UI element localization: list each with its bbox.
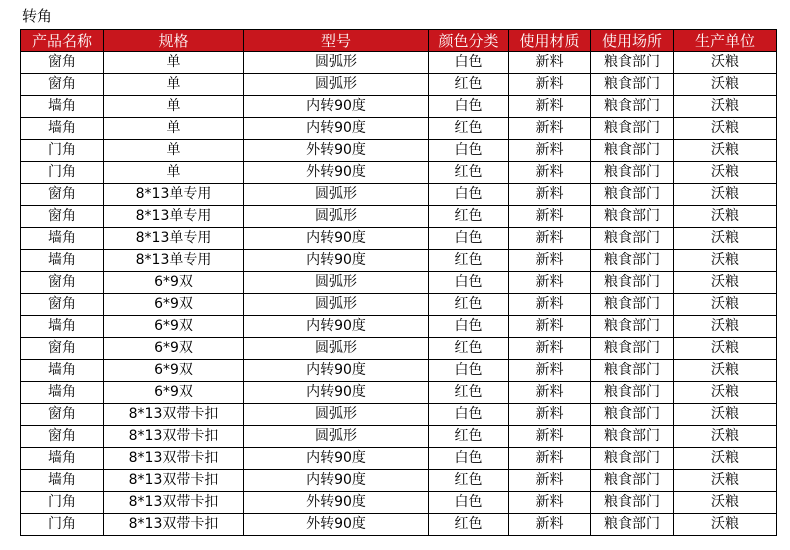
cell-spec: 8*13单专用 xyxy=(104,228,244,250)
product-table xyxy=(20,29,777,536)
cell-place: 粮食部门 xyxy=(591,426,674,448)
cell-spec: 单 xyxy=(104,74,244,96)
cell-color: 白色 xyxy=(429,96,509,118)
cell-product-name: 窗角 xyxy=(21,426,104,448)
cell-spec: 8*13单专用 xyxy=(104,206,244,228)
cell-model: 圆弧形 xyxy=(244,206,429,228)
cell-material: 新料 xyxy=(509,514,591,536)
cell-producer: 沃粮 xyxy=(674,360,777,382)
table-row xyxy=(21,514,777,536)
cell-producer: 沃粮 xyxy=(674,74,777,96)
table-row xyxy=(21,382,777,404)
cell-place: 粮食部门 xyxy=(591,206,674,228)
cell-material: 新料 xyxy=(509,96,591,118)
header-cell-place: 使用场所 xyxy=(591,30,674,52)
cell-material: 新料 xyxy=(509,404,591,426)
table-row xyxy=(21,360,777,382)
table-row xyxy=(21,338,777,360)
cell-place: 粮食部门 xyxy=(591,96,674,118)
table-row xyxy=(21,96,777,118)
cell-material: 新料 xyxy=(509,426,591,448)
cell-material: 新料 xyxy=(509,272,591,294)
cell-spec: 8*13双带卡扣 xyxy=(104,426,244,448)
cell-color: 红色 xyxy=(429,118,509,140)
cell-place: 粮食部门 xyxy=(591,140,674,162)
cell-model: 外转90度 xyxy=(244,140,429,162)
cell-color: 白色 xyxy=(429,140,509,162)
cell-product-name: 门角 xyxy=(21,140,104,162)
cell-product-name: 墙角 xyxy=(21,228,104,250)
cell-place: 粮食部门 xyxy=(591,118,674,140)
header-cell-product-name: 产品名称 xyxy=(21,30,104,52)
cell-producer: 沃粮 xyxy=(674,514,777,536)
cell-color: 白色 xyxy=(429,52,509,74)
header-cell-material: 使用材质 xyxy=(509,30,591,52)
cell-place: 粮食部门 xyxy=(591,360,674,382)
cell-material: 新料 xyxy=(509,118,591,140)
cell-material: 新料 xyxy=(509,250,591,272)
cell-spec: 6*9双 xyxy=(104,360,244,382)
cell-producer: 沃粮 xyxy=(674,118,777,140)
cell-product-name: 窗角 xyxy=(21,52,104,74)
cell-material: 新料 xyxy=(509,448,591,470)
cell-producer: 沃粮 xyxy=(674,206,777,228)
cell-product-name: 墙角 xyxy=(21,360,104,382)
cell-material: 新料 xyxy=(509,470,591,492)
cell-product-name: 门角 xyxy=(21,492,104,514)
cell-producer: 沃粮 xyxy=(674,492,777,514)
cell-spec: 单 xyxy=(104,52,244,74)
cell-model: 内转90度 xyxy=(244,96,429,118)
cell-material: 新料 xyxy=(509,74,591,96)
table-row xyxy=(21,140,777,162)
cell-color: 红色 xyxy=(429,250,509,272)
cell-product-name: 窗角 xyxy=(21,294,104,316)
cell-material: 新料 xyxy=(509,382,591,404)
cell-producer: 沃粮 xyxy=(674,294,777,316)
cell-product-name: 窗角 xyxy=(21,206,104,228)
cell-product-name: 门角 xyxy=(21,162,104,184)
cell-spec: 6*9双 xyxy=(104,272,244,294)
table-row xyxy=(21,184,777,206)
cell-place: 粮食部门 xyxy=(591,250,674,272)
header-cell-producer: 生产单位 xyxy=(674,30,777,52)
table-row xyxy=(21,162,777,184)
cell-product-name: 窗角 xyxy=(21,404,104,426)
cell-product-name: 墙角 xyxy=(21,470,104,492)
cell-producer: 沃粮 xyxy=(674,250,777,272)
cell-model: 内转90度 xyxy=(244,118,429,140)
cell-color: 红色 xyxy=(429,162,509,184)
cell-producer: 沃粮 xyxy=(674,272,777,294)
cell-material: 新料 xyxy=(509,228,591,250)
cell-model: 圆弧形 xyxy=(244,74,429,96)
cell-model: 外转90度 xyxy=(244,492,429,514)
cell-material: 新料 xyxy=(509,338,591,360)
cell-product-name: 墙角 xyxy=(21,96,104,118)
cell-model: 圆弧形 xyxy=(244,52,429,74)
cell-color: 白色 xyxy=(429,316,509,338)
cell-place: 粮食部门 xyxy=(591,338,674,360)
table-row xyxy=(21,228,777,250)
cell-place: 粮食部门 xyxy=(591,294,674,316)
cell-place: 粮食部门 xyxy=(591,162,674,184)
header-cell-color: 颜色分类 xyxy=(429,30,509,52)
cell-place: 粮食部门 xyxy=(591,316,674,338)
cell-material: 新料 xyxy=(509,316,591,338)
cell-spec: 8*13双带卡扣 xyxy=(104,492,244,514)
table-row xyxy=(21,316,777,338)
table-row xyxy=(21,470,777,492)
cell-spec: 6*9双 xyxy=(104,294,244,316)
cell-place: 粮食部门 xyxy=(591,404,674,426)
cell-model: 内转90度 xyxy=(244,228,429,250)
cell-producer: 沃粮 xyxy=(674,228,777,250)
cell-producer: 沃粮 xyxy=(674,162,777,184)
cell-place: 粮食部门 xyxy=(591,272,674,294)
cell-material: 新料 xyxy=(509,184,591,206)
cell-product-name: 窗角 xyxy=(21,184,104,206)
header-cell-model: 型号 xyxy=(244,30,429,52)
cell-spec: 8*13双带卡扣 xyxy=(104,448,244,470)
cell-model: 圆弧形 xyxy=(244,294,429,316)
cell-producer: 沃粮 xyxy=(674,448,777,470)
cell-spec: 8*13单专用 xyxy=(104,184,244,206)
cell-model: 内转90度 xyxy=(244,382,429,404)
cell-color: 白色 xyxy=(429,492,509,514)
cell-spec: 单 xyxy=(104,118,244,140)
cell-color: 红色 xyxy=(429,206,509,228)
table-row xyxy=(21,448,777,470)
cell-spec: 8*13单专用 xyxy=(104,250,244,272)
table-row xyxy=(21,426,777,448)
cell-model: 圆弧形 xyxy=(244,404,429,426)
cell-model: 外转90度 xyxy=(244,162,429,184)
cell-place: 粮食部门 xyxy=(591,492,674,514)
cell-material: 新料 xyxy=(509,52,591,74)
table-row xyxy=(21,118,777,140)
cell-product-name: 门角 xyxy=(21,514,104,536)
cell-product-name: 窗角 xyxy=(21,338,104,360)
cell-material: 新料 xyxy=(509,162,591,184)
cell-material: 新料 xyxy=(509,294,591,316)
cell-product-name: 墙角 xyxy=(21,448,104,470)
cell-producer: 沃粮 xyxy=(674,338,777,360)
cell-color: 白色 xyxy=(429,228,509,250)
cell-model: 内转90度 xyxy=(244,360,429,382)
cell-material: 新料 xyxy=(509,492,591,514)
cell-color: 红色 xyxy=(429,74,509,96)
cell-spec: 单 xyxy=(104,96,244,118)
cell-place: 粮食部门 xyxy=(591,52,674,74)
cell-spec: 8*13双带卡扣 xyxy=(104,514,244,536)
cell-color: 红色 xyxy=(429,338,509,360)
cell-color: 红色 xyxy=(429,294,509,316)
header-row xyxy=(21,30,777,52)
cell-place: 粮食部门 xyxy=(591,470,674,492)
cell-producer: 沃粮 xyxy=(674,426,777,448)
table-row xyxy=(21,404,777,426)
cell-model: 圆弧形 xyxy=(244,184,429,206)
table-row xyxy=(21,74,777,96)
table-row xyxy=(21,250,777,272)
cell-model: 内转90度 xyxy=(244,316,429,338)
cell-product-name: 墙角 xyxy=(21,316,104,338)
cell-model: 圆弧形 xyxy=(244,272,429,294)
table-row xyxy=(21,272,777,294)
cell-place: 粮食部门 xyxy=(591,184,674,206)
cell-producer: 沃粮 xyxy=(674,140,777,162)
cell-producer: 沃粮 xyxy=(674,404,777,426)
cell-spec: 6*9双 xyxy=(104,338,244,360)
cell-place: 粮食部门 xyxy=(591,382,674,404)
cell-product-name: 墙角 xyxy=(21,118,104,140)
cell-color: 白色 xyxy=(429,448,509,470)
cell-model: 内转90度 xyxy=(244,250,429,272)
sheet-title: 转角 xyxy=(22,7,53,25)
cell-model: 圆弧形 xyxy=(244,338,429,360)
cell-color: 红色 xyxy=(429,470,509,492)
cell-producer: 沃粮 xyxy=(674,52,777,74)
cell-producer: 沃粮 xyxy=(674,96,777,118)
cell-model: 圆弧形 xyxy=(244,426,429,448)
cell-material: 新料 xyxy=(509,206,591,228)
cell-place: 粮食部门 xyxy=(591,228,674,250)
cell-color: 红色 xyxy=(429,382,509,404)
cell-spec: 单 xyxy=(104,140,244,162)
table-row xyxy=(21,206,777,228)
table-row xyxy=(21,294,777,316)
cell-product-name: 窗角 xyxy=(21,74,104,96)
table-body xyxy=(21,52,777,536)
cell-product-name: 墙角 xyxy=(21,382,104,404)
cell-color: 白色 xyxy=(429,360,509,382)
cell-product-name: 窗角 xyxy=(21,272,104,294)
cell-material: 新料 xyxy=(509,140,591,162)
cell-spec: 8*13双带卡扣 xyxy=(104,470,244,492)
cell-producer: 沃粮 xyxy=(674,184,777,206)
cell-color: 白色 xyxy=(429,404,509,426)
cell-model: 内转90度 xyxy=(244,448,429,470)
table-row xyxy=(21,492,777,514)
cell-place: 粮食部门 xyxy=(591,74,674,96)
cell-model: 外转90度 xyxy=(244,514,429,536)
cell-spec: 单 xyxy=(104,162,244,184)
cell-material: 新料 xyxy=(509,360,591,382)
header-cell-spec: 规格 xyxy=(104,30,244,52)
cell-producer: 沃粮 xyxy=(674,382,777,404)
cell-place: 粮食部门 xyxy=(591,448,674,470)
cell-spec: 6*9双 xyxy=(104,316,244,338)
cell-producer: 沃粮 xyxy=(674,470,777,492)
cell-color: 红色 xyxy=(429,426,509,448)
cell-color: 红色 xyxy=(429,514,509,536)
cell-spec: 6*9双 xyxy=(104,382,244,404)
table-row xyxy=(21,52,777,74)
cell-color: 白色 xyxy=(429,184,509,206)
cell-color: 白色 xyxy=(429,272,509,294)
cell-producer: 沃粮 xyxy=(674,316,777,338)
cell-model: 内转90度 xyxy=(244,470,429,492)
cell-spec: 8*13双带卡扣 xyxy=(104,404,244,426)
cell-product-name: 墙角 xyxy=(21,250,104,272)
cell-place: 粮食部门 xyxy=(591,514,674,536)
